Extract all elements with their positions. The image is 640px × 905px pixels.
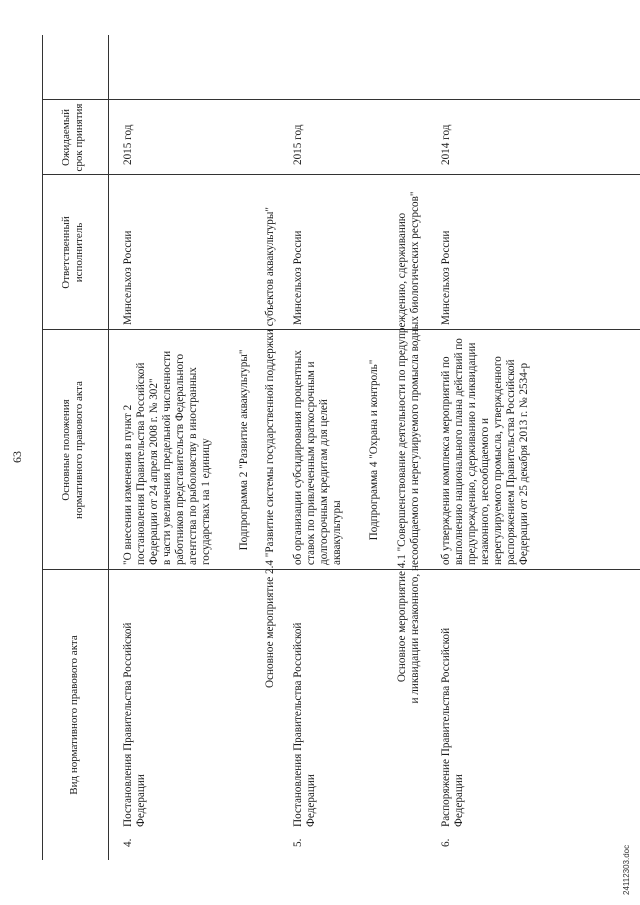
- page-number: 63: [10, 451, 24, 463]
- header-deadline: Ожидаемый срок принятия: [60, 103, 85, 172]
- header-responsible: Ответственный исполнитель: [60, 216, 85, 289]
- row-number: 4.: [122, 838, 134, 847]
- row-responsible: Минсельхоз России: [292, 230, 304, 325]
- row-number: 5.: [292, 838, 304, 847]
- row-responsible: Минсельхоз России: [440, 230, 452, 325]
- event-4-1-heading: Основное мероприятие 4.1 "Совершенствование деятельности по предупреждению, сдерживанию и ликвидации незаконного, несообщаемого и нерегулируемого промысла водных биологических ресурсов": [396, 191, 421, 704]
- row-act-type: Распоряжение Правительства Российской Федерации: [440, 627, 465, 827]
- row-act-type: Постановления Правительства Российской Федерации: [122, 622, 147, 827]
- subprogram-4-heading: Подпрограмма 4 "Охрана и контроль": [368, 359, 380, 541]
- header-bottom-border: [108, 35, 109, 860]
- row-provisions: об организации субсидирования процентных ставок по привлеченным краткосрочным и долгосрочным кредитам для целей аквакультуры: [292, 350, 343, 565]
- row-responsible: Минсельхоз России: [122, 230, 134, 325]
- row-provisions: об утверждении комплекса мероприятий по выполнению национального плана действий по предупреждению, сдерживанию и ликвидации незаконного, несообщаемого и нерегулируемого промысла, утвержденного распоряжением Правительства Российской Федерации от 25 декабря 2013 г. № 2534-р: [440, 338, 530, 565]
- document-id: 24112303.doc: [622, 844, 631, 895]
- row-deadline: 2015 год: [292, 124, 304, 165]
- row-deadline: 2015 год: [122, 124, 134, 165]
- subprogram-2-heading: Подпрограмма 2 "Развитие аквакультуры": [238, 349, 250, 551]
- column-divider: [42, 569, 640, 570]
- row-act-type: Постановления Правительства Российской Федерации: [292, 622, 317, 827]
- header-provisions: Основные положения нормативного правового акта: [60, 381, 85, 519]
- row-provisions: "О внесении изменения в пункт 2 постановления Правительства Российской Федерации от 24 апреля 2008 г. № 302" в части увеличения предельной численности работников представительств Федерального агентства по рыболовству в иностранных государствах на 1 единицу: [122, 350, 212, 565]
- table-top-border: [42, 35, 43, 860]
- row-deadline: 2014 год: [440, 124, 452, 165]
- row-number: 6.: [440, 838, 452, 847]
- header-act-type: Вид нормативного правового акта: [68, 635, 80, 795]
- event-2-4-heading: Основное мероприятие 2.4 "Развитие системы государственной поддержки субъектов аквакультуры": [264, 207, 276, 688]
